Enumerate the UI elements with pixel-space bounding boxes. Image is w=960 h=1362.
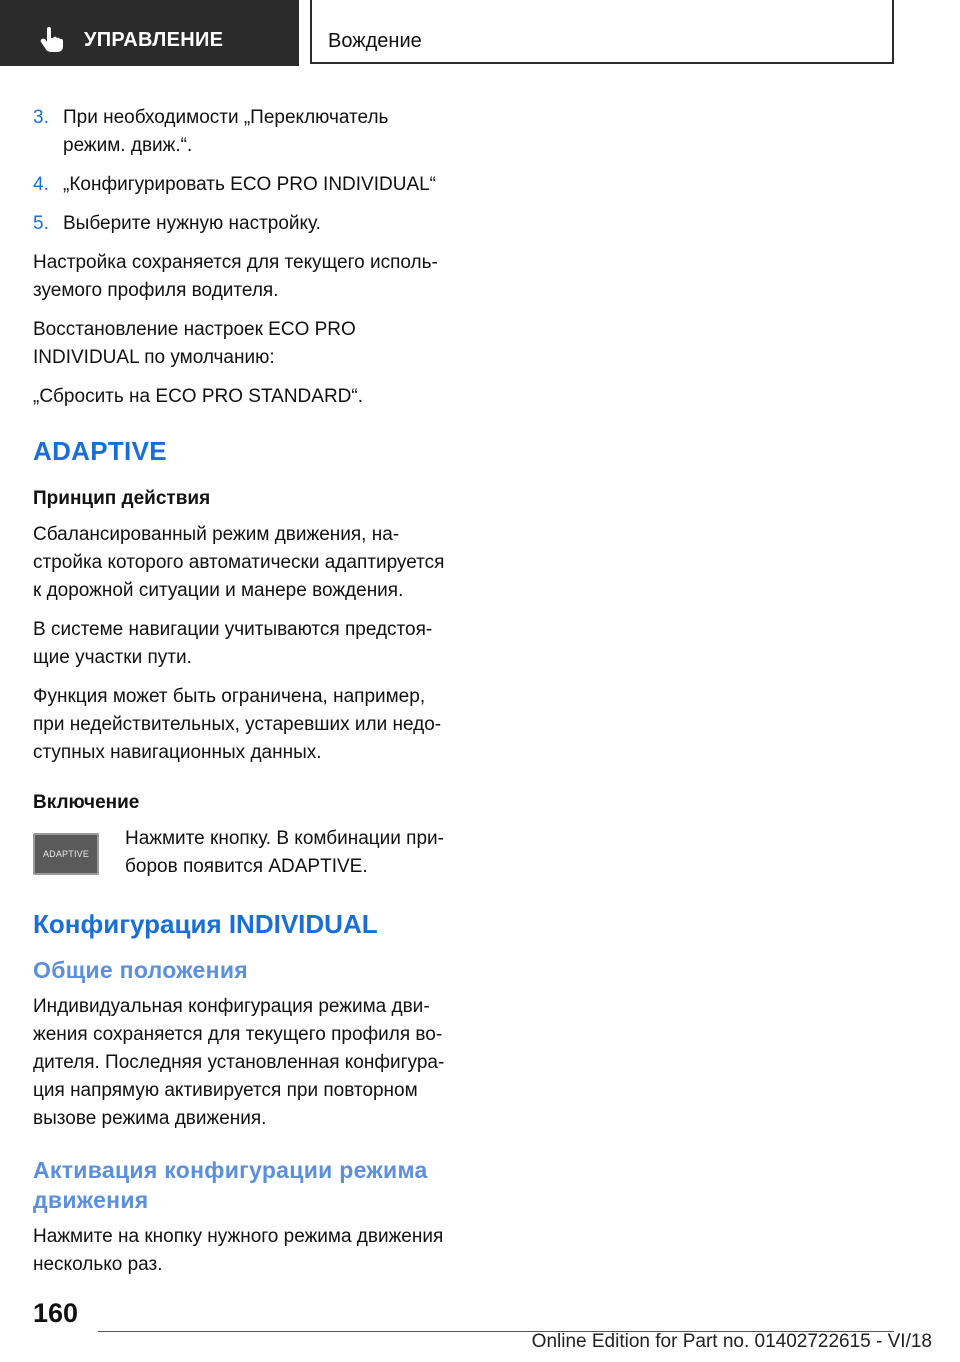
paragraph: В системе навигации учитываются предстоящие участки пути. xyxy=(33,619,433,668)
step-number: 5. xyxy=(33,213,49,234)
adaptive-heading: ADAPTIVE xyxy=(33,436,167,466)
hand-pointer-icon xyxy=(38,26,66,54)
activation-heading: Активация конфигурации режима движения xyxy=(33,1157,428,1213)
paragraph: Восстановление настроек ECO PRO INDIVIDUAL по умолчанию: xyxy=(33,319,356,368)
edition-text: Online Edition for Part no. 01402722615 - VI/18 xyxy=(531,1331,932,1352)
step-item xyxy=(33,210,453,238)
step-text: При необходимости „Переключатель режим. движ.“. xyxy=(63,107,389,156)
enable-heading: Включение xyxy=(33,792,140,813)
content-column xyxy=(33,104,453,1290)
section-label: УПРАВЛЕНИЕ xyxy=(84,29,224,51)
step-number: 3. xyxy=(33,107,49,128)
step-text: „Конфигурировать ECO PRO INDIVIDUAL“ xyxy=(63,174,437,195)
page-number: 160 xyxy=(33,1298,79,1328)
chapter-tab xyxy=(310,0,894,64)
step-number: 4. xyxy=(33,174,49,195)
step-item xyxy=(33,104,453,160)
paragraph: Индивидуальная конфигурация режима движения сохраняется для текущего профиля водителя. Последняя установленная конфигурация напрямую активируется при повторном вызове режима движения. xyxy=(33,996,445,1129)
step-text: Выберите нужную настройку. xyxy=(63,213,321,234)
paragraph: Настройка сохраняется для текущего используемого профиля водителя. xyxy=(33,252,438,301)
paragraph: Сбалансированный режим движения, настройка которого автоматически адаптируется к дорожной ситуации и манере вождения. xyxy=(33,524,445,601)
paragraph: „Сбросить на ECO PRO STANDARD“. xyxy=(33,386,364,407)
enable-text: Нажмите кнопку. В комбинации приборов появится ADAPTIVE. xyxy=(125,828,444,877)
enable-instruction xyxy=(33,825,453,881)
step-item xyxy=(33,171,453,199)
adaptive-button-image: ADAPTIVE xyxy=(33,833,99,875)
paragraph: Нажмите на кнопку нужного режима движения несколько раз. xyxy=(33,1226,444,1275)
principle-heading: Принцип действия xyxy=(33,488,211,509)
chapter-label: Вождение xyxy=(328,30,422,52)
individual-heading: Конфигурация INDIVIDUAL xyxy=(33,909,378,939)
general-heading: Общие положения xyxy=(33,957,248,983)
section-tab xyxy=(0,0,299,66)
paragraph: Функция может быть ограничена, например, при недействительных, устаревших или недоступных навигационных данных. xyxy=(33,686,442,763)
